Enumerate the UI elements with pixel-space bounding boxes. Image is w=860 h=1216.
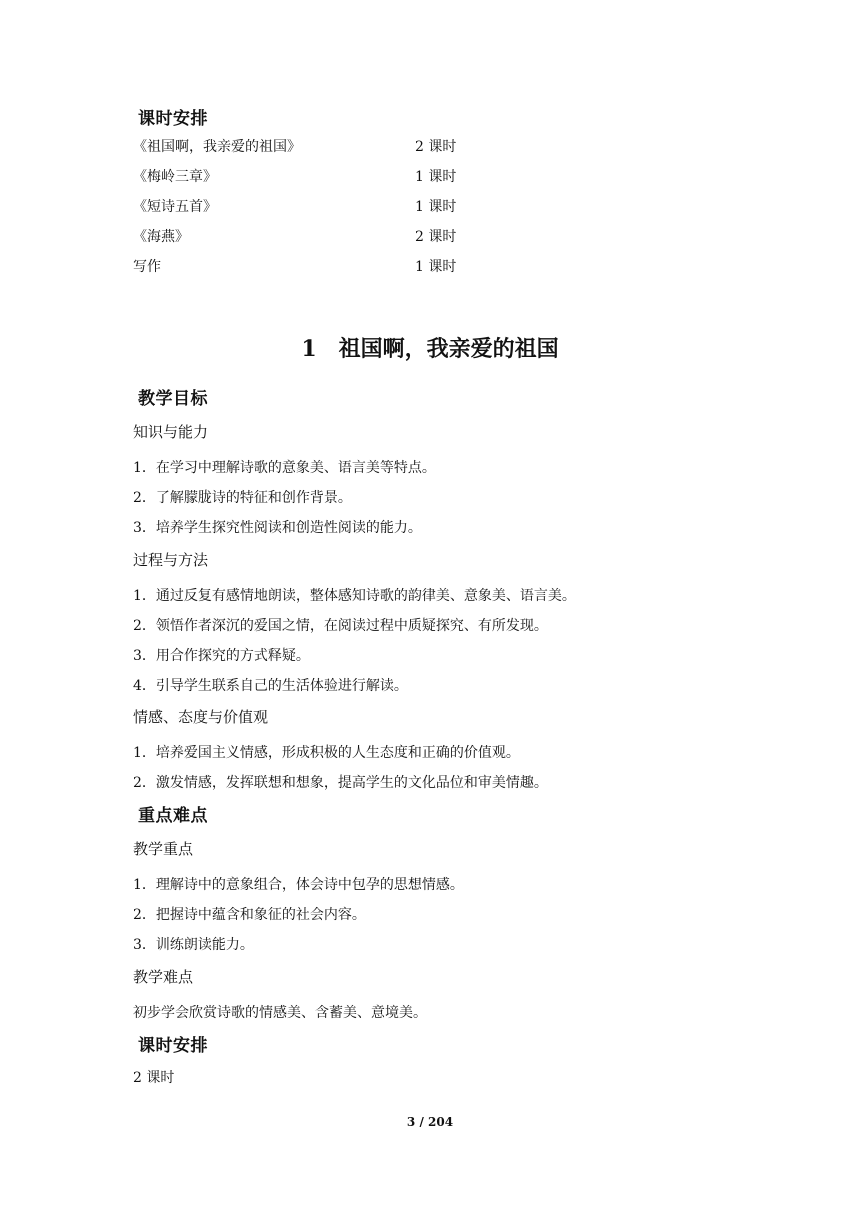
schedule-item-name: 《短诗五首》 xyxy=(133,199,217,215)
process-heading: 过程与方法 xyxy=(133,551,209,569)
schedule-item-name: 《梅岭三章》 xyxy=(133,169,217,185)
focus-item: 1．理解诗中的意象组合，体会诗中包孕的思想情感。 xyxy=(133,877,464,893)
schedule-row xyxy=(133,196,553,216)
schedule-heading: 课时安排 xyxy=(138,109,208,129)
knowledge-item: 3．培养学生探究性阅读和创造性阅读的能力。 xyxy=(133,520,422,536)
process-item: 3．用合作探究的方式释疑。 xyxy=(133,648,310,664)
schedule-row xyxy=(133,136,553,156)
knowledge-item: 2．了解朦胧诗的特征和创作背景。 xyxy=(133,490,352,506)
emotion-item: 1．培养爱国主义情感，形成积极的人生态度和正确的价值观。 xyxy=(133,745,520,761)
emotion-item: 2．激发情感，发挥联想和想象，提高学生的文化品位和审美情趣。 xyxy=(133,775,548,791)
knowledge-heading: 知识与能力 xyxy=(133,423,209,441)
lesson-title-text: 祖国啊，我亲爱的祖国 xyxy=(338,337,559,362)
schedule-row xyxy=(133,166,553,186)
schedule-item-name: 《祖国啊，我亲爱的祖国》 xyxy=(133,139,301,155)
goals-heading: 教学目标 xyxy=(138,389,208,409)
schedule-row xyxy=(133,226,553,246)
process-item: 2．领悟作者深沉的爱国之情，在阅读过程中质疑探究、有所发现。 xyxy=(133,618,548,634)
emotion-heading: 情感、态度与价值观 xyxy=(133,708,269,726)
lesson-number: 1 xyxy=(301,336,317,362)
page-number: 3 / 204 xyxy=(406,1115,454,1129)
difficulty-heading: 教学难点 xyxy=(133,968,194,986)
lesson-title xyxy=(0,332,860,363)
key-points-heading: 重点难点 xyxy=(138,806,208,826)
focus-heading: 教学重点 xyxy=(133,840,194,858)
schedule-row xyxy=(133,256,553,276)
focus-item: 2．把握诗中蕴含和象征的社会内容。 xyxy=(133,907,366,923)
schedule-item-name: 《海燕》 xyxy=(133,229,189,245)
schedule-bottom-heading: 课时安排 xyxy=(138,1036,208,1056)
process-item: 4．引导学生联系自己的生活体验进行解读。 xyxy=(133,678,408,694)
schedule-bottom-text: 2 课时 xyxy=(133,1070,175,1086)
schedule-item-hours: 2 课时 xyxy=(415,229,457,245)
schedule-item-hours: 2 课时 xyxy=(415,139,457,155)
difficulty-text: 初步学会欣赏诗歌的情感美、含蓄美、意境美。 xyxy=(133,1005,427,1021)
schedule-item-hours: 1 课时 xyxy=(415,169,457,185)
process-item: 1．通过反复有感情地朗读，整体感知诗歌的韵律美、意象美、语言美。 xyxy=(133,588,576,604)
knowledge-item: 1．在学习中理解诗歌的意象美、语言美等特点。 xyxy=(133,460,436,476)
schedule-item-hours: 1 课时 xyxy=(415,199,457,215)
focus-item: 3．训练朗读能力。 xyxy=(133,937,254,953)
schedule-item-name: 写作 xyxy=(133,259,161,275)
schedule-item-hours: 1 课时 xyxy=(415,259,457,275)
